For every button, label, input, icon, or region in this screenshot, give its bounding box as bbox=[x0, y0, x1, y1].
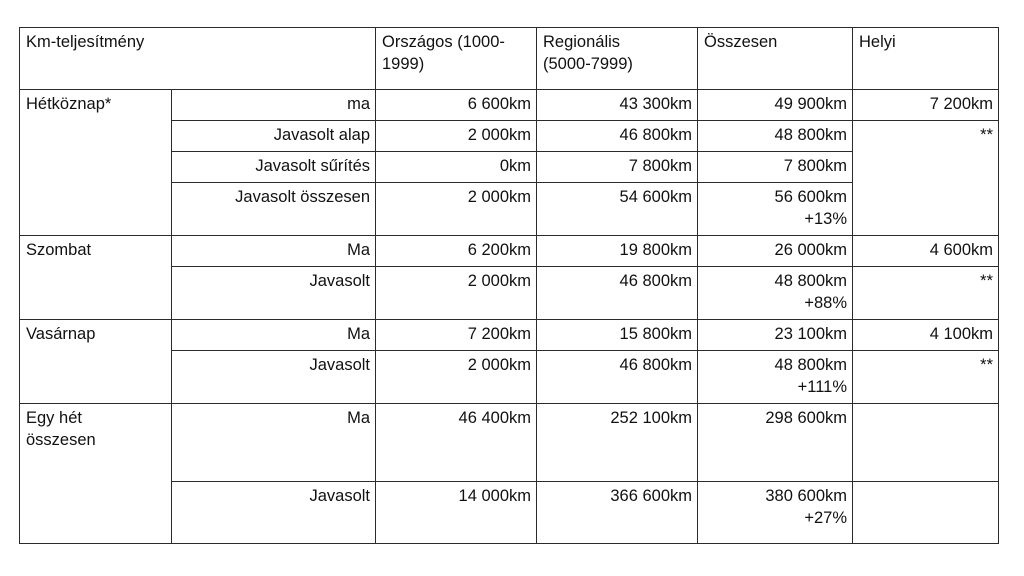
row-label: Javasolt bbox=[172, 351, 376, 404]
header-local: Helyi bbox=[853, 28, 999, 90]
change-percent: +88% bbox=[804, 294, 847, 312]
row-label: Javasolt bbox=[172, 267, 376, 320]
row-label: ma bbox=[172, 90, 376, 121]
total-cell: 23 100km bbox=[698, 320, 853, 351]
regional-cell: 15 800km bbox=[537, 320, 698, 351]
km-performance-table bbox=[19, 27, 999, 544]
change-percent: +27% bbox=[804, 509, 847, 527]
total-cell: 26 000km bbox=[698, 236, 853, 267]
group-label-sunday: Vasárnap bbox=[20, 320, 172, 404]
national-cell: 2 000km bbox=[376, 267, 537, 320]
regional-cell: 46 800km bbox=[537, 351, 698, 404]
regional-cell: 43 300km bbox=[537, 90, 698, 121]
header-title: Km-teljesítmény bbox=[20, 28, 376, 90]
total-cell: 48 800km +111% bbox=[698, 351, 853, 404]
total-cell: 49 900km bbox=[698, 90, 853, 121]
row-label: Ma bbox=[172, 404, 376, 482]
change-percent: +111% bbox=[797, 378, 847, 396]
row-label: Ma bbox=[172, 236, 376, 267]
header-row bbox=[20, 28, 999, 90]
row-label: Javasolt sűrítés bbox=[172, 152, 376, 183]
group-label-weekday: Hétköznap* bbox=[20, 90, 172, 236]
local-cell: 7 200km bbox=[853, 90, 999, 121]
row-label: Ma bbox=[172, 320, 376, 351]
national-cell: 2 000km bbox=[376, 121, 537, 152]
total-cell: 380 600km +27% bbox=[698, 482, 853, 544]
regional-cell: 54 600km bbox=[537, 183, 698, 236]
national-cell: 6 200km bbox=[376, 236, 537, 267]
group-label-week: Egy hét összesen bbox=[20, 404, 172, 482]
national-cell: 6 600km bbox=[376, 90, 537, 121]
local-cell bbox=[853, 404, 999, 482]
total-cell: 48 800km +88% bbox=[698, 267, 853, 320]
regional-cell: 366 600km bbox=[537, 482, 698, 544]
total-cell: 298 600km bbox=[698, 404, 853, 482]
change-percent: +13% bbox=[804, 210, 847, 228]
regional-cell: 7 800km bbox=[537, 152, 698, 183]
local-cell: ** bbox=[853, 267, 999, 320]
header-total: Összesen bbox=[698, 28, 853, 90]
regional-cell: 46 800km bbox=[537, 121, 698, 152]
row-label: Javasolt összesen bbox=[172, 183, 376, 236]
local-cell: 4 600km bbox=[853, 236, 999, 267]
local-cell: ** bbox=[853, 351, 999, 404]
regional-cell: 19 800km bbox=[537, 236, 698, 267]
local-cell: ** bbox=[853, 121, 999, 236]
total-cell: 56 600km +13% bbox=[698, 183, 853, 236]
table-row bbox=[20, 482, 999, 544]
row-label: Javasolt bbox=[172, 482, 376, 544]
table-row bbox=[20, 236, 999, 267]
national-cell: 7 200km bbox=[376, 320, 537, 351]
row-label: Javasolt alap bbox=[172, 121, 376, 152]
national-cell: 46 400km bbox=[376, 404, 537, 482]
total-cell: 48 800km bbox=[698, 121, 853, 152]
regional-cell: 46 800km bbox=[537, 267, 698, 320]
local-cell: 4 100km bbox=[853, 320, 999, 351]
regional-cell: 252 100km bbox=[537, 404, 698, 482]
header-regional: Regionális (5000-7999) bbox=[537, 28, 698, 90]
national-cell: 14 000km bbox=[376, 482, 537, 544]
national-cell: 0km bbox=[376, 152, 537, 183]
table-row bbox=[20, 90, 999, 121]
total-cell: 7 800km bbox=[698, 152, 853, 183]
national-cell: 2 000km bbox=[376, 351, 537, 404]
national-cell: 2 000km bbox=[376, 183, 537, 236]
table-row bbox=[20, 320, 999, 351]
table-row bbox=[20, 404, 999, 482]
header-national: Országos (1000- 1999) bbox=[376, 28, 537, 90]
local-cell bbox=[853, 482, 999, 544]
group-label-saturday: Szombat bbox=[20, 236, 172, 320]
group-label-week-continued bbox=[20, 482, 172, 544]
